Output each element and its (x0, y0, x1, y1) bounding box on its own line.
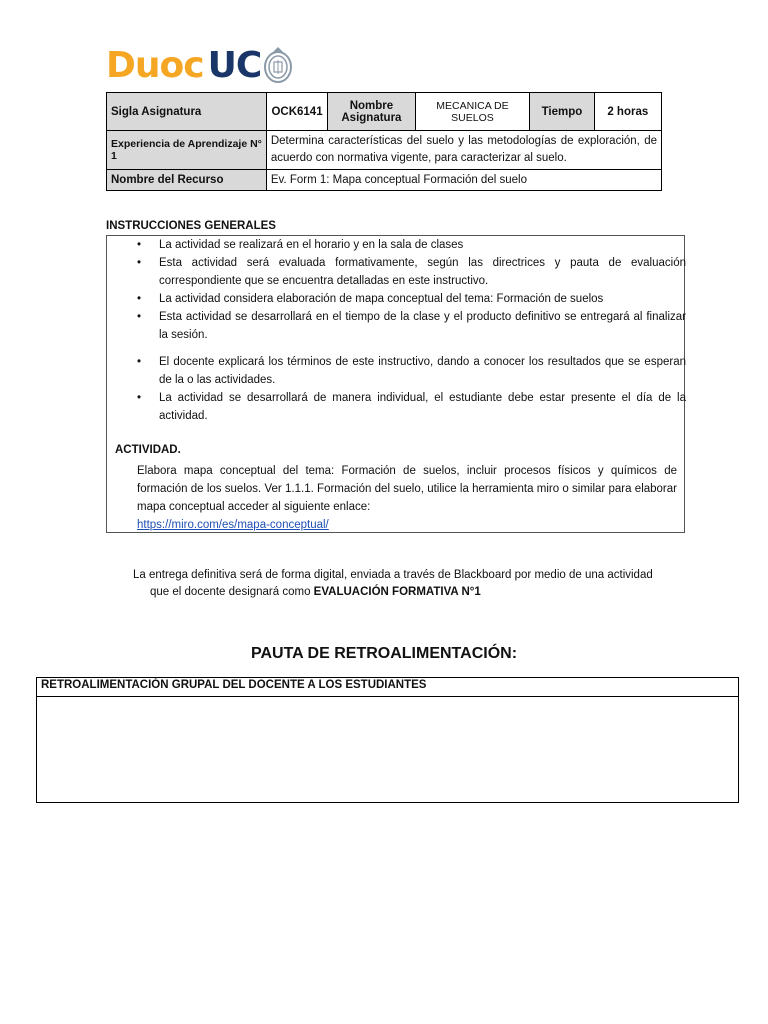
miro-link[interactable]: https://miro.com/es/mapa-conceptual/ (137, 519, 329, 531)
bullet-icon: • (137, 239, 142, 251)
list-item: • La actividad se desarrollará de manera individual, el estudiante debe estar presente el día de la actividad. (159, 389, 686, 425)
bullet-icon: • (137, 293, 142, 305)
feedback-box-content[interactable] (37, 697, 738, 805)
activity-title: ACTIVIDAD. (115, 444, 181, 456)
course-info-table (106, 92, 662, 191)
bullet-icon: • (137, 392, 142, 404)
evaluation-label: EVALUACIÓN FORMATIVA N°1 (313, 586, 481, 598)
delivery-line1: La entrega definitiva será de forma digital, enviada a través de Blackboard por medio de una actividad (133, 569, 653, 581)
feedback-title: PAUTA DE RETROALIMENTACIÓN: (250, 645, 518, 662)
feedback-box-header: RETROALIMENTACIÓN GRUPAL DEL DOCENTE A LOS ESTUDIANTES (37, 678, 738, 697)
bullet-icon: • (137, 257, 142, 269)
university-seal-icon (263, 46, 293, 84)
nombre-value: MECANICA DE SUELOS (415, 93, 530, 131)
recurso-label: Nombre del Recurso (107, 170, 267, 191)
logo-word-duoc: Duoc (106, 44, 204, 86)
tiempo-value: 2 horas (594, 93, 661, 131)
list-item: • El docente explicará los términos de este instructivo, dando a conocer los resultados que se esperan de la o las actividades. (159, 353, 686, 389)
activity-text: Elabora mapa conceptual del tema: Formación de suelos, incluir procesos físicos y químicos de formación de los suelos. Ver 1.1.1. Formación del suelo, utilice la herramienta miro o similar para elaborar mapa conceptual acceder al siguiente enlace: https://miro.com/es/mapa-conceptual/ (137, 465, 677, 531)
list-item: • La actividad considera elaboración de mapa conceptual del tema: Formación de suelos (159, 290, 686, 308)
delivery-text (133, 567, 673, 601)
sigla-label: Sigla Asignatura (107, 93, 267, 131)
bullet-icon: • (137, 311, 142, 323)
instructions-title: INSTRUCCIONES GENERALES (106, 220, 276, 232)
recurso-value: Ev. Form 1: Mapa conceptual Formación del suelo (266, 170, 661, 191)
experiencia-value: Determina características del suelo y las metodologías de exploración, de acuerdo con normativa vigente, para caracterizar al suelo. (266, 131, 661, 170)
list-item: • La actividad se realizará en el horario y en la sala de clases (159, 236, 686, 254)
list-item: • Esta actividad se desarrollará en el tiempo de la clase y el producto definitivo se entregará al finalizar la sesión. (159, 308, 686, 344)
logo-word-uc: UC (207, 44, 262, 86)
tiempo-label: Tiempo (530, 93, 594, 131)
list-item: • Esta actividad será evaluada formativamente, según las directrices y pauta de evaluación correspondiente que se encuentra detalladas en este instructivo. (159, 254, 686, 290)
instructions-box (106, 235, 685, 533)
feedback-box (36, 677, 739, 803)
sigla-value: OCK6141 (266, 93, 327, 131)
delivery-line2: que el docente designará como EVALUACIÓN FORMATIVA N°1 (150, 586, 481, 598)
experiencia-label: Experiencia de Aprendizaje N° 1 (107, 131, 267, 170)
nombre-label: Nombre Asignatura (328, 93, 415, 131)
duoc-uc-logo (106, 42, 293, 88)
bullet-icon: • (137, 356, 142, 368)
